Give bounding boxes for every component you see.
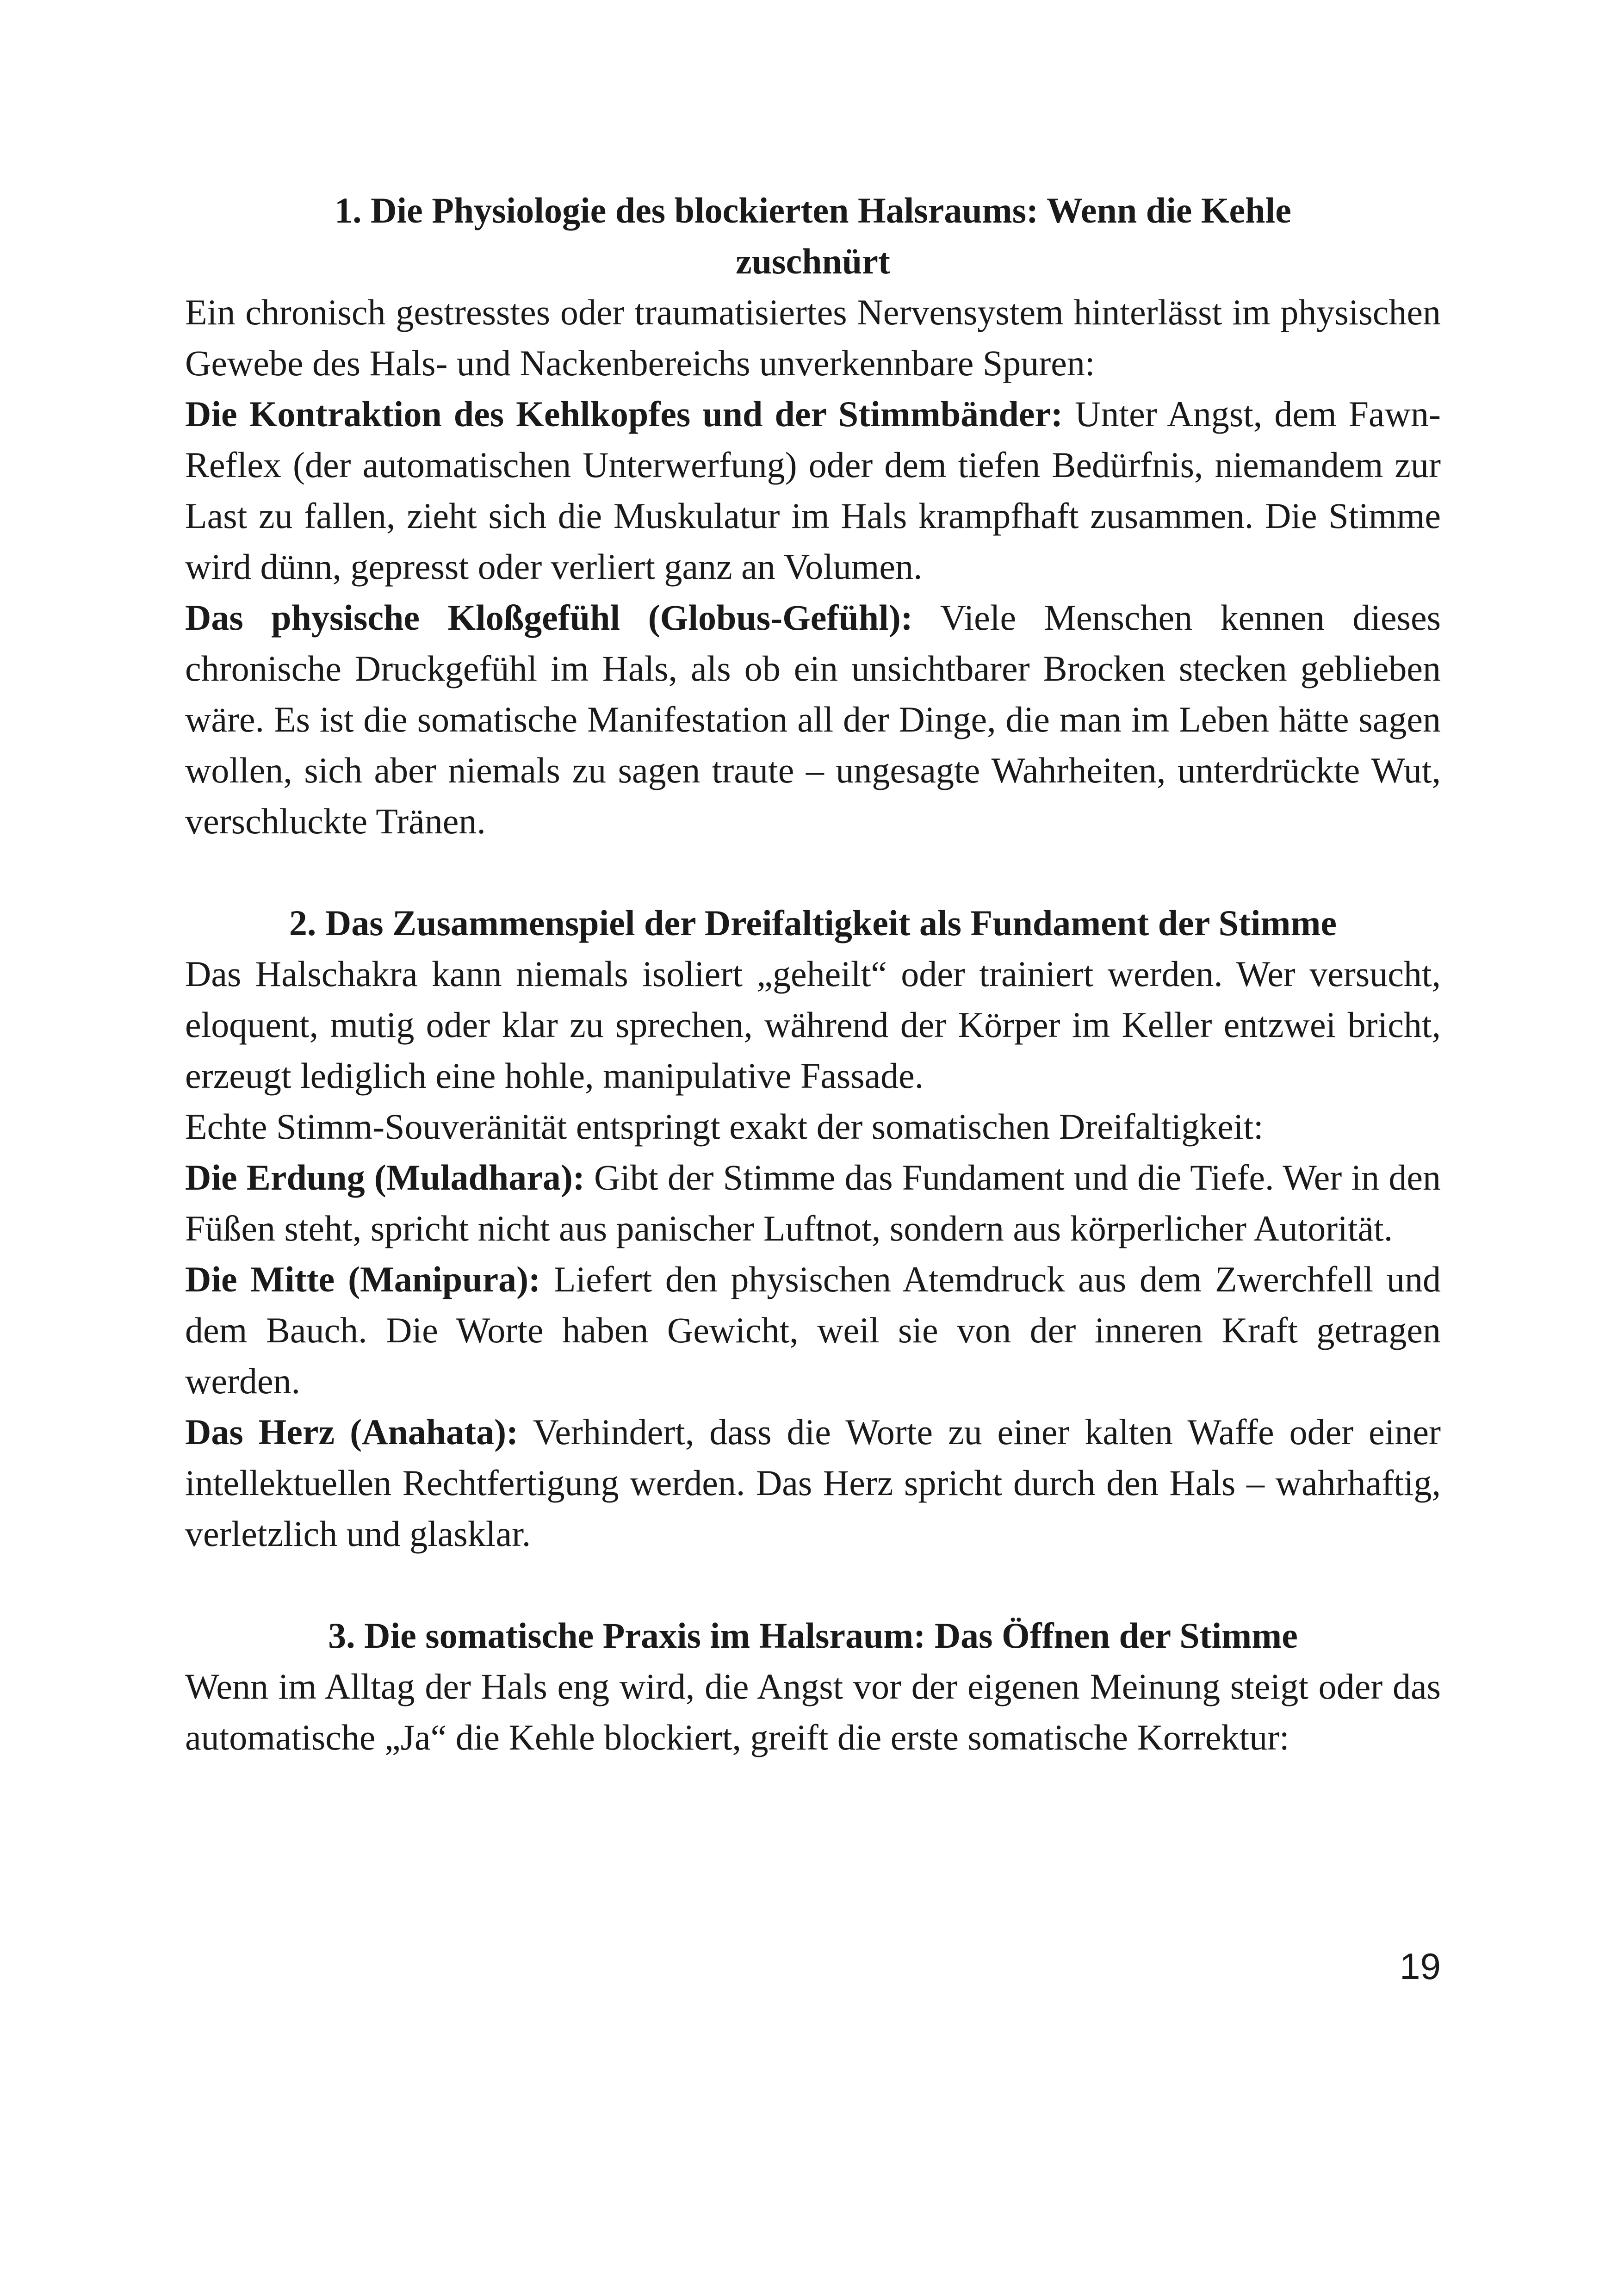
intro-paragraph: Echte Stimm-Souveränität entspringt exakt der somatischen Dreifaltigkeit: xyxy=(185,1106,1264,1147)
term-label: Das physische Kloßgefühl (Globus-Gefühl): xyxy=(185,597,913,638)
term-label: Die Kontraktion des Kehlkopfes und der Stimmbänder: xyxy=(185,394,1063,434)
section-gap xyxy=(185,847,1441,898)
section-gap xyxy=(185,1559,1441,1610)
term-paragraph xyxy=(185,1254,1441,1407)
intro-paragraph: Ein chronisch gestresstes oder traumatisiertes Nervensystem hinterlässt im physischen Gewebe des Hals- und Nackenbereichs unverkennbare Spuren: xyxy=(185,292,1441,383)
term-paragraph xyxy=(185,389,1441,592)
term-text: Viele Menschen kennen dieses chronische Druckgefühl im Hals, als ob ein unsichtbarer Brocken stecken geblieben wäre. Es ist die somatische Manifestation all der Dinge, die man im Leben hätte sagen wollen, sich aber niemals zu sagen traute – ungesagte Wahrheiten, unterdrückte Wut, verschluckte Tränen. xyxy=(185,597,1441,841)
section-heading: 3. Die somatische Praxis im Halsraum: Das Öffnen der Stimme xyxy=(328,1615,1298,1656)
term-text: Unter Angst, dem Fawn-Reflex (der automatischen Unterwerfung) oder dem tiefen Bedürfnis, niemandem zur Last zu fallen, zieht sich die Muskulatur im Hals krampfhaft zusammen. Die Stimme wird dünn, gepresst oder verliert ganz an Volumen. xyxy=(185,394,1441,587)
page-number: 19 xyxy=(1400,1946,1441,1987)
intro-paragraph: Das Halschakra kann niemals isoliert „geheilt“ oder trainiert werden. Wer versucht, eloquent, mutig oder klar zu sprechen, während der Körper im Keller entzwei bricht, erzeugt lediglich eine hohle, manipulative Fassade. xyxy=(185,954,1441,1096)
section-2 xyxy=(185,898,1441,1559)
term-text: Gibt der Stimme das Fundament und die Tiefe. Wer in den Füßen steht, spricht nicht aus panischer Luftnot, sondern aus körperlicher Autorität. xyxy=(185,1157,1441,1248)
section-heading: 1. Die Physiologie des blockierten Halsraums: Wenn die Kehle zuschnürt xyxy=(335,190,1291,281)
page-content xyxy=(185,185,1441,1763)
term-label: Die Mitte (Manipura): xyxy=(185,1259,541,1299)
term-label: Die Erdung (Muladhara): xyxy=(185,1157,585,1198)
term-paragraph xyxy=(185,1407,1441,1559)
intro-paragraph: Wenn im Alltag der Hals eng wird, die Angst vor der eigenen Meinung steigt oder das automatische „Ja“ die Kehle blockiert, greift die erste somatische Korrektur: xyxy=(185,1666,1441,1757)
term-label: Das Herz (Anahata): xyxy=(185,1412,519,1452)
section-heading: 2. Das Zusammenspiel der Dreifaltigkeit als Fundament der Stimme xyxy=(289,903,1337,943)
section-3 xyxy=(185,1610,1441,1763)
term-paragraph xyxy=(185,592,1441,847)
term-text: Liefert den physischen Atemdruck aus dem Zwerchfell und dem Bauch. Die Worte haben Gewicht, weil sie von der inneren Kraft getragen werden. xyxy=(185,1259,1441,1401)
term-text: Verhindert, dass die Worte zu einer kalten Waffe oder einer intellektuellen Rechtfertigung werden. Das Herz spricht durch den Hals – wahrhaftig, verletzlich und glasklar. xyxy=(185,1412,1441,1554)
term-paragraph xyxy=(185,1152,1441,1254)
section-1 xyxy=(185,185,1441,847)
